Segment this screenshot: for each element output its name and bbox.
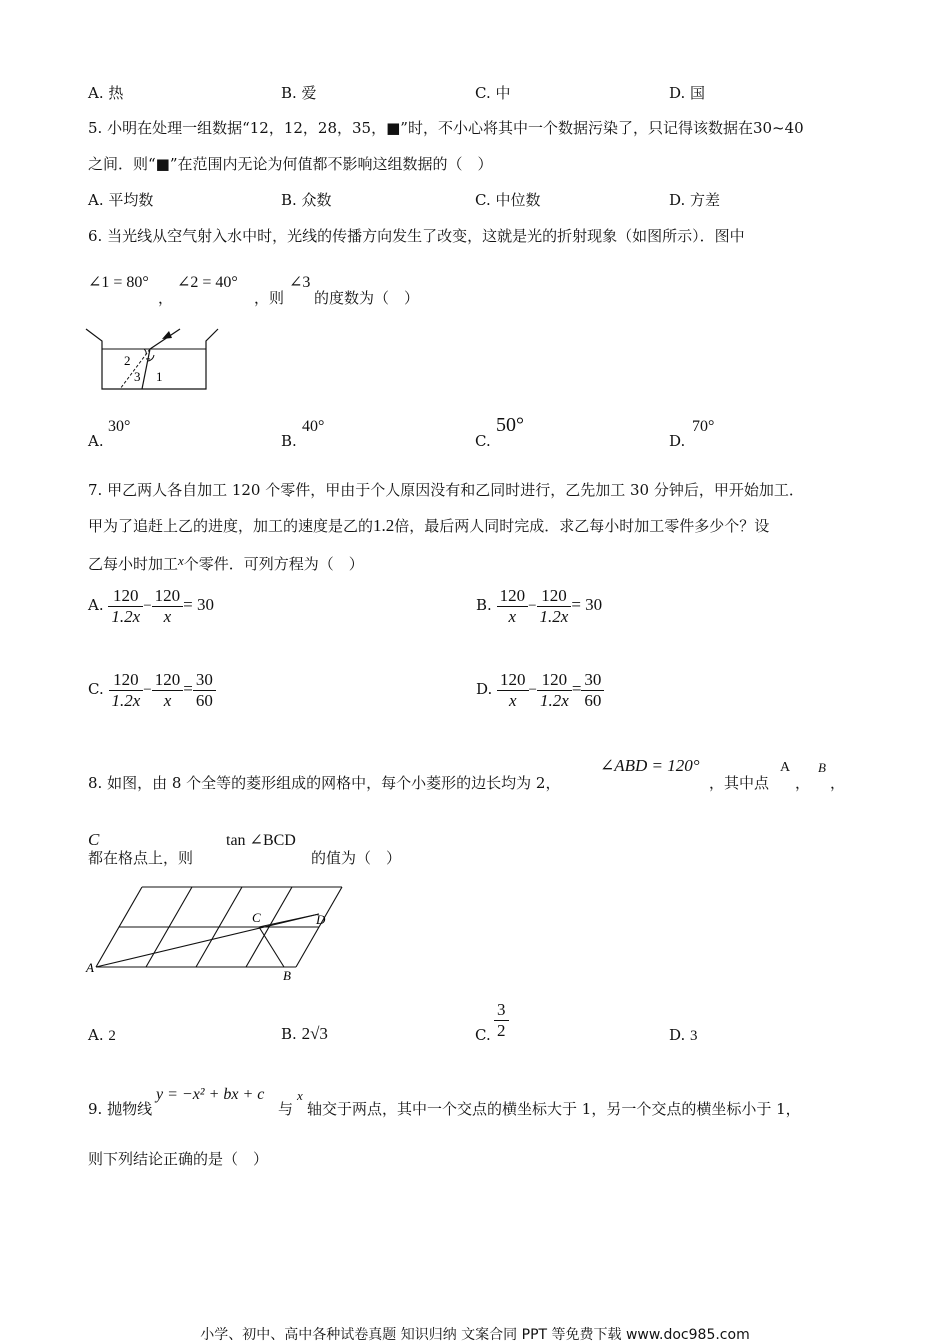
equals-sign: = [571,679,582,699]
refraction-figure [84,325,224,395]
q8-option-d-letter: D. [669,1026,686,1044]
q7-stem-line3 [88,553,364,574]
segment-cb [259,927,284,967]
q6-option-a-value: 30° [108,418,131,435]
q6-stem-tail: 的度数为（ ） [314,289,420,307]
fig-label-d: D [316,912,326,927]
fig-label-3: 3 [134,369,141,384]
frac-den: 60 [584,690,602,710]
q7-option-d [476,670,604,710]
q8-point-c: C [88,830,100,849]
minus-sign: − [528,682,538,699]
frac-den: 1.2x [111,690,141,710]
q6-option-d-value: 70° [692,418,715,435]
q5-stem-line1: 5. 小明在处理一组数据“12，12，28，35，■”时，不小心将其中一个数据污染了，只记得该数据在30~40 [88,119,804,137]
q7-line2-c: 倍，最后两人同时完成．求乙每小时加工零件多少个？设 [394,517,770,535]
q6-option-b-value: 40° [302,418,325,435]
fig-label-2: 2 [124,353,131,368]
q9-stem-line1a: 9. 抛物线 [88,1100,153,1118]
frac-num: 120 [537,586,572,607]
q7-var-x: x [178,553,184,568]
q4-option-b: B. 爱 [281,84,317,102]
q5-stem-line2: 之间．则“■”在范围内无论为何值都不影响这组数据的（ ） [88,155,493,173]
q5-option-c: C. 中位数 [475,191,541,209]
tan-bcd: tan ∠BCD [226,832,296,849]
segment-cd [259,914,319,927]
q7-stem-line2 [88,515,769,536]
frac-num: 120 [152,670,184,691]
q7-ratio: 1.2 [373,516,395,535]
q8-stem-line1b: ，其中点 [709,774,770,792]
fig-label-a: A [86,960,94,975]
q6-option-c-value: 50° [496,414,524,436]
rhombus-grid-figure [84,880,344,985]
q6-angle1: ∠1 = 80° [88,274,149,291]
q8-point-b: B [818,760,826,775]
frac-num: 120 [497,586,529,607]
q8-option-a-value: 2 [108,1028,116,1044]
q7-line3-c: 个零件．可列方程为（ ） [183,555,364,573]
q6-option-b-letter: B. [281,432,297,450]
q8-angle: ∠ABD = 120° [600,756,700,775]
q5-option-d: D. 方差 [669,191,721,209]
frac-num: 120 [152,586,184,607]
q7-option-d-letter: D. [476,680,493,699]
frac-num: 120 [109,670,144,691]
q9-stem-line1c: 轴交于两点，其中一个交点的横坐标大于 1，另一个交点的横坐标小于 1， [307,1100,801,1118]
incident-ray [150,329,180,349]
frac-den: x [163,690,172,710]
frac-num: 30 [581,670,604,691]
frac-den: x [508,606,517,626]
frac-num: 120 [497,670,529,691]
q7-line2-a: 甲为了追赶上乙的进度，加工的速度是乙的 [88,517,374,535]
frac-den: 1.2x [540,690,569,710]
q5-option-b: B. 众数 [281,191,332,209]
minus-sign: − [143,598,152,615]
equals-rhs: = 30 [183,595,214,615]
segment-ad [96,914,319,967]
frac-den: 2 [497,1020,506,1040]
q5-option-a: A. 平均数 [88,191,154,209]
fig-label-c: C [252,910,261,925]
fig-label-b: B [283,968,291,983]
angle2-arc [144,349,146,355]
q7-option-a-letter: A. [88,596,104,615]
q7-line3-a: 乙每小时加工 [88,555,179,573]
q4-option-c: C. 中 [475,84,511,102]
q8-tan-expr [226,830,296,850]
q8-comma1: ， [795,774,811,792]
frac-den: 60 [195,690,213,710]
q6-option-c-letter: C. [475,432,491,450]
frac-den: 1.2x [111,606,141,626]
q6-angle3: ∠3 [289,274,311,291]
frac-den: x [509,690,517,710]
q8-stem-line2b: 的值为（ ） [311,849,402,867]
frac-num: 3 [494,1000,509,1021]
q6-sep2: ，则 [254,289,285,307]
frac-num: 30 [193,670,216,691]
q8-stem-line1a: 8. 如图，由 8 个全等的菱形组成的网格中，每个小菱形的边长均为 2， [88,774,561,792]
q8-option-b-value: 2√3 [301,1024,328,1043]
frac-num: 120 [108,586,143,607]
q7-option-a [88,586,214,626]
q8-point-a: A [780,760,791,775]
q7-option-b [476,586,602,626]
q4-option-d: D. 国 [669,84,706,102]
q9-stem-line2: 则下列结论正确的是（ ） [88,1150,269,1168]
frac-den: 1.2x [539,606,569,626]
equals-sign: = [183,679,193,699]
minus-sign: − [528,598,537,615]
q8-option-b-letter: B. [281,1025,297,1043]
q8-option-d-value: 3 [690,1028,698,1044]
q4-option-a: A. 热 [88,84,124,102]
q7-option-c-letter: C. [88,680,104,699]
q7-option-c [88,670,216,710]
q6-sep1: ， [158,289,174,307]
q8-option-c-letter: C. [475,1026,491,1044]
q8-stem-line2a: 都在格点上，则 [88,849,194,867]
q6-option-a-letter: A. [88,432,104,450]
ray-arrow-icon [162,331,172,339]
page-footer: 小学、初中、高中各种试卷真题 知识归纳 文案合同 PPT 等免费下载 www.doc985.com [200,1327,750,1343]
frac-num: 120 [537,670,572,691]
minus-sign: − [143,682,152,699]
frac-den: x [163,606,172,626]
q8-option-c-frac [494,1000,509,1040]
q6-angle2: ∠2 = 40° [177,274,238,291]
q6-stem-line1: 6. 当光线从空气射入水中时，光线的传播方向发生了改变，这就是光的折射现象（如图所示）．图中 [88,227,745,245]
q7-stem-line1: 7. 甲乙两人各自加工 120 个零件，甲由于个人原因没有和乙同时进行，乙先加工 30 分钟后，甲开始加工． [88,481,804,499]
q8-option-d [669,1026,698,1045]
q9-parabola-eq: y = −x² + bx + c [156,1086,265,1103]
q8-comma2: ， [830,774,846,792]
q9-stem-line1b: 与 [278,1100,294,1118]
q8-option-a-letter: A. [88,1026,104,1044]
equals-rhs: = 30 [571,595,603,615]
q8-option-b [281,1024,328,1044]
q9-var-x: x [297,1088,303,1103]
q6-option-d-letter: D. [669,432,686,450]
fig-label-1: 1 [156,369,163,384]
q7-option-b-letter: B. [476,596,492,615]
q8-option-a [88,1026,116,1045]
